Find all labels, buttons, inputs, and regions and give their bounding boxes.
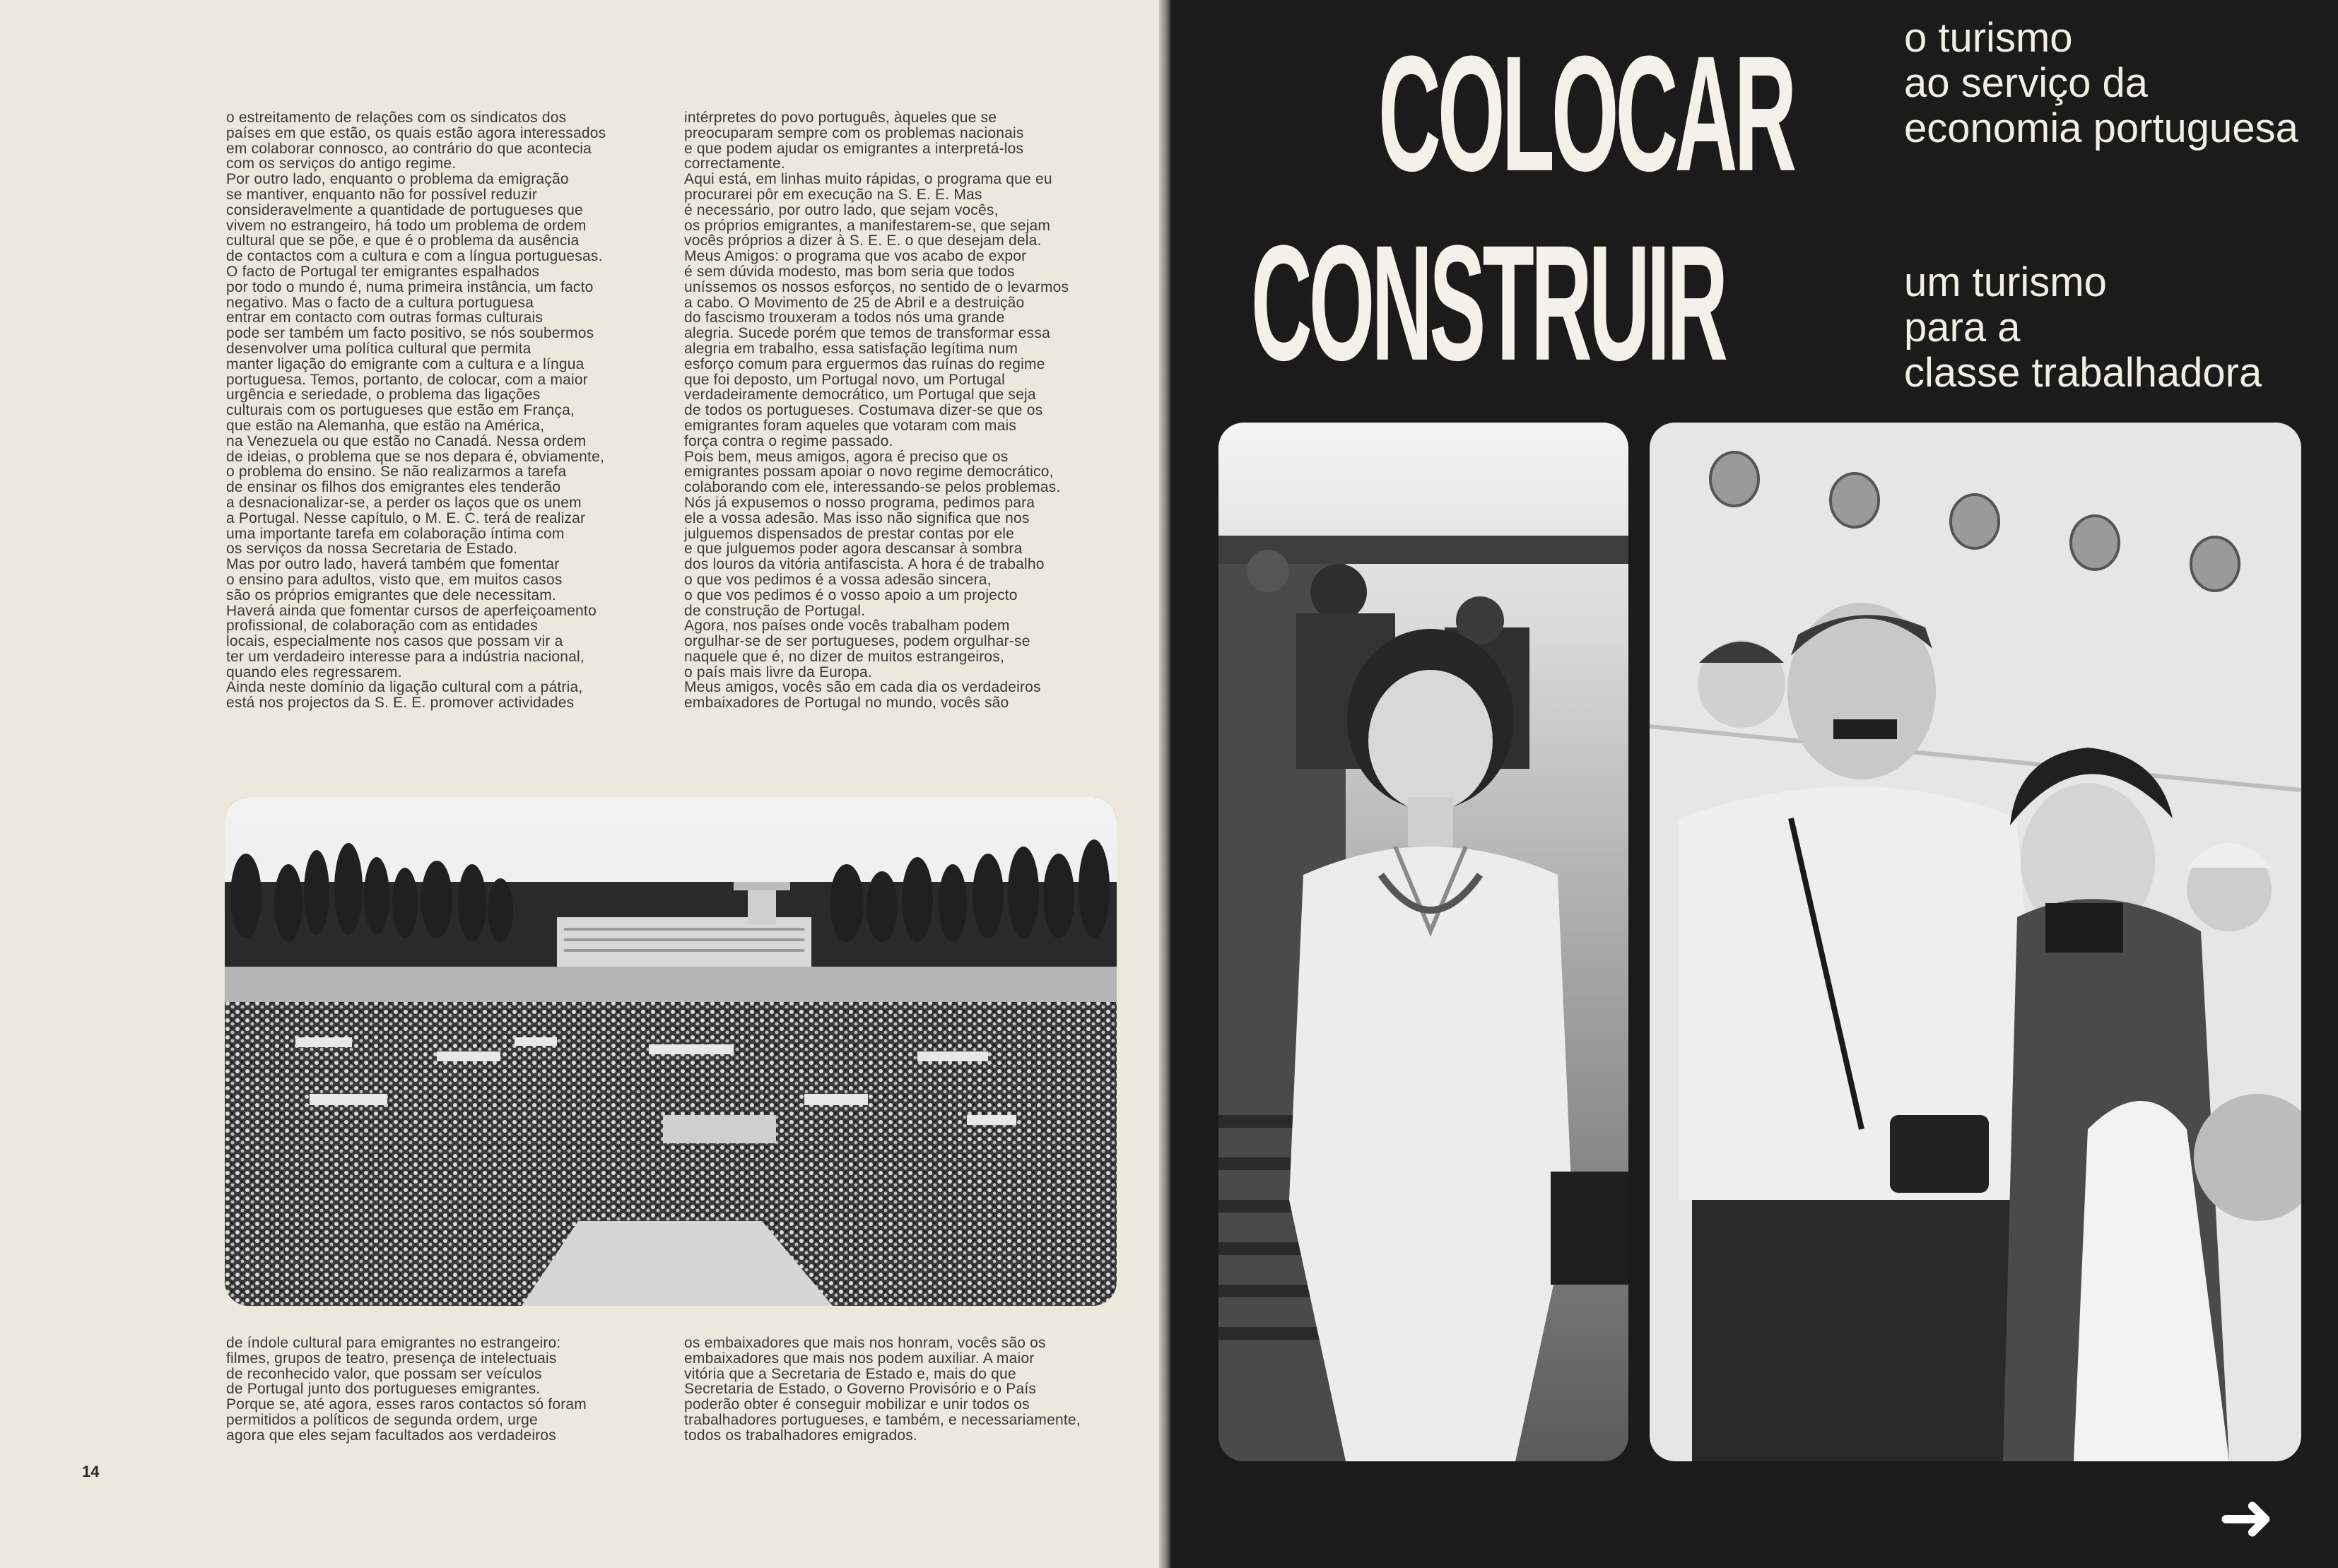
right-page	[1170, 0, 2338, 1568]
subheading-tourism-economy: o turismo ao serviço da economia portuguesa	[1904, 15, 2298, 151]
headline-colocar: COLOCAR	[1378, 21, 1794, 206]
text-line: procurarei pôr em execução na S. E. E. Mas	[684, 186, 982, 203]
text-line: Meus amigos, vocês são em cada dia os verdadeiros	[684, 679, 1041, 696]
text-line: o ensino para adultos, visto que, em muitos casos	[226, 571, 563, 588]
text-line: colaborando com ele, interessando-se pelos problemas.	[684, 479, 1061, 496]
text-line: que foi deposto, um Portugal novo, um Portugal	[684, 371, 1005, 388]
text-line: a Portugal. Nesse capítulo, o M. E. C. terá de realizar	[226, 509, 586, 526]
text-line: de construção de Portugal.	[684, 602, 866, 619]
text-line: permitidos a políticos de segunda ordem, urge	[226, 1411, 538, 1428]
page-gutter	[1159, 0, 1170, 1568]
text-line: Mas por outro lado, haverá também que fomentar	[226, 556, 560, 573]
text-line: vocês próprios a dizer à S. E. E. o que desejam dela.	[684, 232, 1042, 249]
text-line: uníssemos os nossos esforços, no sentido de o levarmos	[684, 278, 1069, 295]
text-line: Pois bem, meus amigos, agora é preciso que os	[684, 448, 1009, 465]
text-line: locais, especialmente nos casos que possam vir a	[226, 633, 563, 650]
text-line: que estão na Alemanha, que estão na América,	[226, 417, 545, 434]
text-column-2	[684, 110, 1069, 711]
text-line: o problema do ensino. Se não realizarmos a tarefa	[226, 464, 567, 481]
text-column-2-bottom	[684, 1336, 1081, 1444]
crowd-photo-graphic	[225, 797, 1117, 1306]
text-line: trabalhadores portugueses, e também, e necessariamente,	[684, 1411, 1081, 1428]
text-line: o que vos pedimos é a vossa adesão sincera,	[684, 571, 992, 588]
text-line: urgência e seriedade, o problema das ligações	[226, 387, 541, 403]
text-line: emigrantes foram aqueles que votaram com mais	[684, 417, 1017, 434]
photo-woman-graphic	[1218, 423, 1628, 1461]
text-line: se mantiver, enquanto não for possível reduzir	[226, 186, 537, 203]
photo-woman-arrival	[1218, 423, 1628, 1461]
text-line: está nos projectos da S. E. E. promover actividades	[226, 695, 575, 712]
text-line: Haverá ainda que fomentar cursos de aperfeiçoamento	[226, 602, 597, 619]
text-line: alegria em trabalho, essa satisfação legítima num	[684, 340, 1018, 357]
text-line: em colaborar connosco, ao contrário do que acontecia	[226, 140, 592, 157]
text-line: embaixadores de Portugal no mundo, vocês são	[684, 695, 1009, 712]
text-line: de contactos com a cultura e com a língua portuguesas.	[226, 248, 603, 265]
text-line: entrar em contacto com outras formas culturais	[226, 310, 544, 326]
text-line: força contra o regime passado.	[684, 432, 893, 449]
text-line: todos os trabalhadores emigrados.	[684, 1427, 917, 1444]
text-line: cultural que se põe, e que é o problema da ausência	[226, 232, 580, 249]
text-line: de ideias, o problema que se nos depara é, obviamente,	[226, 448, 604, 465]
text-line: vitória que a Secretaria de Estado e, mais do que	[684, 1365, 1016, 1382]
text-line: é sem dúvida modesto, mas bom seria que todos	[684, 263, 1015, 280]
text-line: quando eles regressarem.	[226, 664, 402, 680]
text-line: os próprios emigrantes, a manifestarem-se, que sejam	[684, 217, 1051, 234]
photo-family-arrival	[1650, 423, 2301, 1461]
text-line: intérpretes do povo português, àqueles que se	[684, 110, 997, 126]
text-line: Agora, nos países onde vocês trabalham podem	[684, 618, 1010, 635]
text-line: Ainda neste domínio da ligação cultural com a pátria,	[226, 679, 583, 696]
text-line: orgulhar-se de ser portugueses, podem orgulhar-se	[684, 633, 1030, 650]
text-line: os embaixadores que mais nos honram, vocês são os	[684, 1335, 1046, 1351]
text-line: vivem no estrangeiro, há todo um problema de ordem	[226, 217, 587, 234]
text-line: Porque se, até agora, esses raros contactos só foram	[226, 1396, 587, 1413]
right-arrow-icon[interactable]: ➜	[2218, 1480, 2275, 1555]
text-line: profissional, de colaboração com as entidades	[226, 618, 538, 635]
text-line: e que julguemos poder agora descansar à sombra	[684, 541, 1023, 558]
headline-construir: CONSTRUIR	[1251, 211, 1725, 395]
text-line: é necessário, por outro lado, que sejam vocês,	[684, 201, 999, 218]
text-line: o que vos pedimos é o vosso apoio a um projecto	[684, 586, 1018, 603]
text-line: por todo o mundo é, numa primeira instância, um facto	[226, 278, 594, 295]
text-line: do fascismo trouxeram a todos nós uma grande	[684, 310, 1005, 326]
text-line: o estreitamento de relações com os sindicatos dos	[226, 110, 567, 126]
text-line: são os próprios emigrantes que dele necessitam.	[226, 586, 556, 603]
text-line: de Portugal junto dos portugueses emigrantes.	[226, 1381, 541, 1398]
text-column-1-bottom	[226, 1336, 587, 1444]
text-line: manter ligação do emigrante com a cultura e a língua	[226, 355, 584, 372]
text-line: ele a vossa adesão. Mas isso não significa que nos	[684, 509, 1030, 526]
subheading-tourism-workers: um turismo para a classe trabalhadora	[1904, 259, 2262, 396]
text-line: pode ser também um facto positivo, se nós soubermos	[226, 325, 594, 342]
text-line: esforço comum para erguermos das ruínas do regime	[684, 355, 1045, 372]
text-line: na Venezuela ou que estão no Canadá. Nessa ordem	[226, 432, 587, 449]
text-line: embaixadores que mais nos podem auxiliar. A maior	[684, 1350, 1035, 1367]
text-line: de índole cultural para emigrantes no estrangeiro:	[226, 1335, 561, 1351]
text-line: poderão obter é conseguir mobilizar e unir todos os	[684, 1396, 1030, 1413]
text-line: ter um verdadeiro interesse para a indústria nacional,	[226, 648, 584, 665]
text-line: alegria. Sucede porém que temos de transformar essa	[684, 325, 1050, 342]
text-line: Aqui está, em linhas muito rápidas, o programa que eu	[684, 171, 1052, 188]
text-line: julguemos dispensados de prestar contas por ele	[684, 525, 1015, 542]
text-line: verdadeiramente democrático, um Portugal que seja	[684, 387, 1036, 403]
text-line: correctamente.	[684, 155, 785, 172]
text-line: os serviços da nossa Secretaria de Estado.	[226, 541, 518, 558]
text-line: portuguesa. Temos, portanto, de colocar, com a maior	[226, 371, 588, 388]
text-line: emigrantes possam apoiar o novo regime democrático,	[684, 464, 1054, 481]
text-line: a cabo. O Movimento de 25 de Abril e a destruição	[684, 294, 1025, 311]
text-line: negativo. Mas o facto de a cultura portuguesa	[226, 294, 534, 311]
text-line: com os serviços do antigo regime.	[226, 155, 457, 172]
text-line: filmes, grupos de teatro, presença de intelectuais	[226, 1350, 557, 1367]
text-line: Meus Amigos: o programa que vos acabo de expor	[684, 248, 1027, 265]
text-column-1	[226, 110, 606, 711]
text-line: preocuparam sempre com os problemas nacionais	[684, 124, 1024, 141]
text-line: o país mais livre da Europa.	[684, 664, 872, 680]
photo-family-graphic	[1650, 423, 2301, 1461]
text-line: de ensinar os filhos dos emigrantes eles tenderão	[226, 479, 561, 496]
text-line: Secretaria de Estado, o Governo Provisório e o País	[684, 1381, 1037, 1398]
text-line: agora que eles sejam facultados aos verdadeiros	[226, 1427, 557, 1444]
text-line: naquele que é, no dizer de muitos estrangeiros,	[684, 648, 1005, 665]
text-line: de todos os portugueses. Costumava dizer-se que os	[684, 402, 1043, 419]
text-line: países em que estão, os quais estão agora interessados	[226, 124, 606, 141]
text-line: de reconhecido valor, que possam ser veículos	[226, 1365, 542, 1382]
crowd-photo	[225, 797, 1117, 1306]
text-line: consideravelmente a quantidade de portugueses que	[226, 201, 583, 218]
text-line: uma importante tarefa em colaboração íntima com	[226, 525, 565, 542]
text-line: desenvolver uma política cultural que permita	[226, 340, 531, 357]
text-line: dos louros da vitória antifascista. A hora é de trabalho	[684, 556, 1045, 573]
text-line: culturais com os portugueses que estão em França,	[226, 402, 575, 419]
text-line: Por outro lado, enquanto o problema da emigração	[226, 171, 569, 188]
page-number: 14	[82, 1463, 100, 1480]
text-line: a desnacionalizar-se, a perder os laços que os unem	[226, 494, 582, 511]
text-line: e que podem ajudar os emigrantes a interpretá-los	[684, 140, 1024, 157]
left-page	[0, 0, 1159, 1568]
text-line: Nós já expusemos o nosso programa, pedimos para	[684, 494, 1035, 511]
text-line: O facto de Portugal ter emigrantes espalhados	[226, 263, 540, 280]
